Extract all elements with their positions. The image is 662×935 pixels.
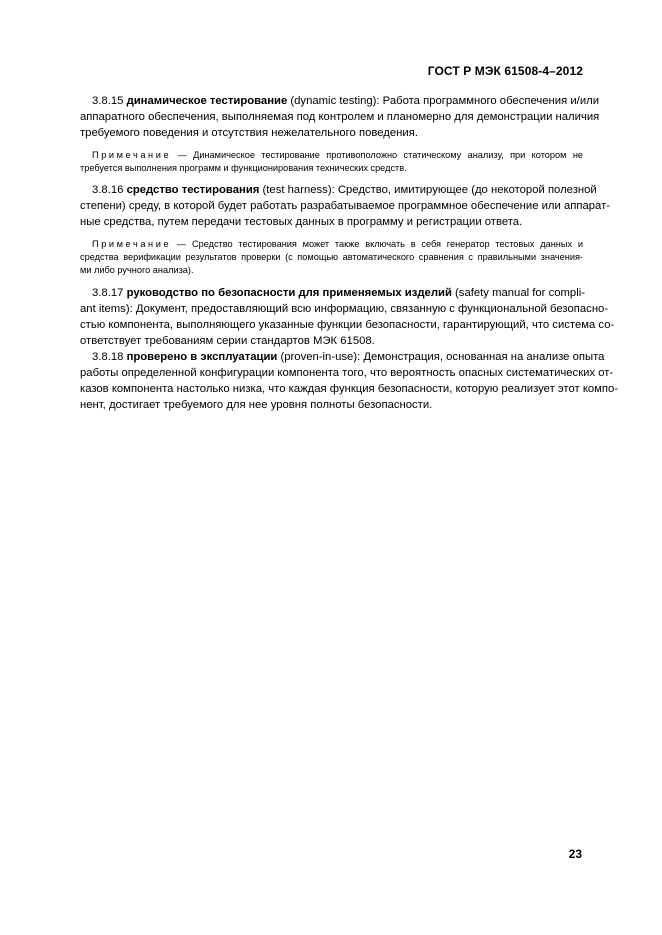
note-line: средства верификации результатов проверки (с помощью автоматического сравнения с правильными значения-	[80, 252, 583, 262]
term-title: руководство по безопасности для применяемых изделий	[126, 287, 452, 299]
page-number: 23	[568, 847, 582, 861]
note-3-8-16	[80, 238, 583, 277]
term-line: стью компонента, выполняющего указанные функции безопасности, гарантирующий, что система со-	[80, 319, 615, 331]
term-line	[80, 93, 600, 109]
term-line: степени) среду, в которой будет работать разрабатываемое программное обеспечение или аппарат-	[80, 200, 611, 212]
term-title: средство тестирования	[126, 184, 260, 196]
standard-header: ГОСТ Р МЭК 61508-4–2012	[427, 64, 583, 78]
term-line: ответствует требованиям серии стандартов МЭК 61508.	[80, 335, 375, 347]
term-line: аппаратного обеспечения, выполняемая под контролем и планомерно для демонстрации наличия	[80, 111, 600, 123]
note-label: Примечание	[92, 239, 172, 249]
term-line	[80, 349, 605, 365]
term-line: требуемого поведения и отсутствия нежелательного поведения.	[80, 127, 418, 139]
note-line	[80, 238, 583, 251]
note-label: Примечание	[92, 150, 172, 160]
term-title: проверено в эксплуатации	[126, 351, 278, 363]
term-number: 3.8.15	[92, 95, 124, 107]
term-title: динамическое тестирование	[126, 95, 288, 107]
term-3-8-17	[80, 285, 615, 349]
term-3-8-15	[80, 93, 600, 141]
term-text: (proven-in-use): Демонстрация, основанная на анализе опыта	[277, 351, 605, 363]
term-line: казов компонента настолько низка, что каждая функция безопасности, которую реализует этот компо-	[80, 383, 619, 395]
term-number: 3.8.17	[92, 287, 124, 299]
note-line	[80, 149, 583, 162]
term-text: (test harness): Средство, имитирующее (до некоторой полезной	[259, 184, 597, 196]
page-content	[80, 93, 619, 413]
note-3-8-15	[80, 149, 583, 175]
term-text: (safety manual for compli-	[451, 287, 585, 299]
term-line: ные средства, путем передачи тестовых данных в программу и регистрации ответа.	[80, 216, 523, 228]
term-line: ant items): Документ, предоставляющий всю информацию, связанную с функциональной безопасно-	[80, 303, 609, 315]
term-line	[80, 182, 597, 198]
term-text: (dynamic testing): Работа программного обеспечения и/или	[287, 95, 600, 107]
term-number: 3.8.16	[92, 184, 124, 196]
note-text: — Динамическое тестирование противоположно статическому анализу, при котором не	[171, 150, 583, 160]
term-3-8-16	[80, 182, 611, 230]
term-3-8-18	[80, 349, 619, 413]
term-line	[80, 285, 583, 301]
note-line: требуется выполнения программ и функционирования технических средств.	[80, 163, 407, 173]
term-line: нент, достигает требуемого для нее уровня полноты безопасности.	[80, 399, 433, 411]
note-line: ми либо ручного анализа).	[80, 265, 194, 275]
note-text: — Средство тестирования может также включать в себя генератор тестовых данных и	[171, 239, 583, 249]
term-line: работы определенной конфигурации компонента того, что вероятность опасных систематических от-	[80, 367, 614, 379]
term-number: 3.8.18	[92, 351, 124, 363]
